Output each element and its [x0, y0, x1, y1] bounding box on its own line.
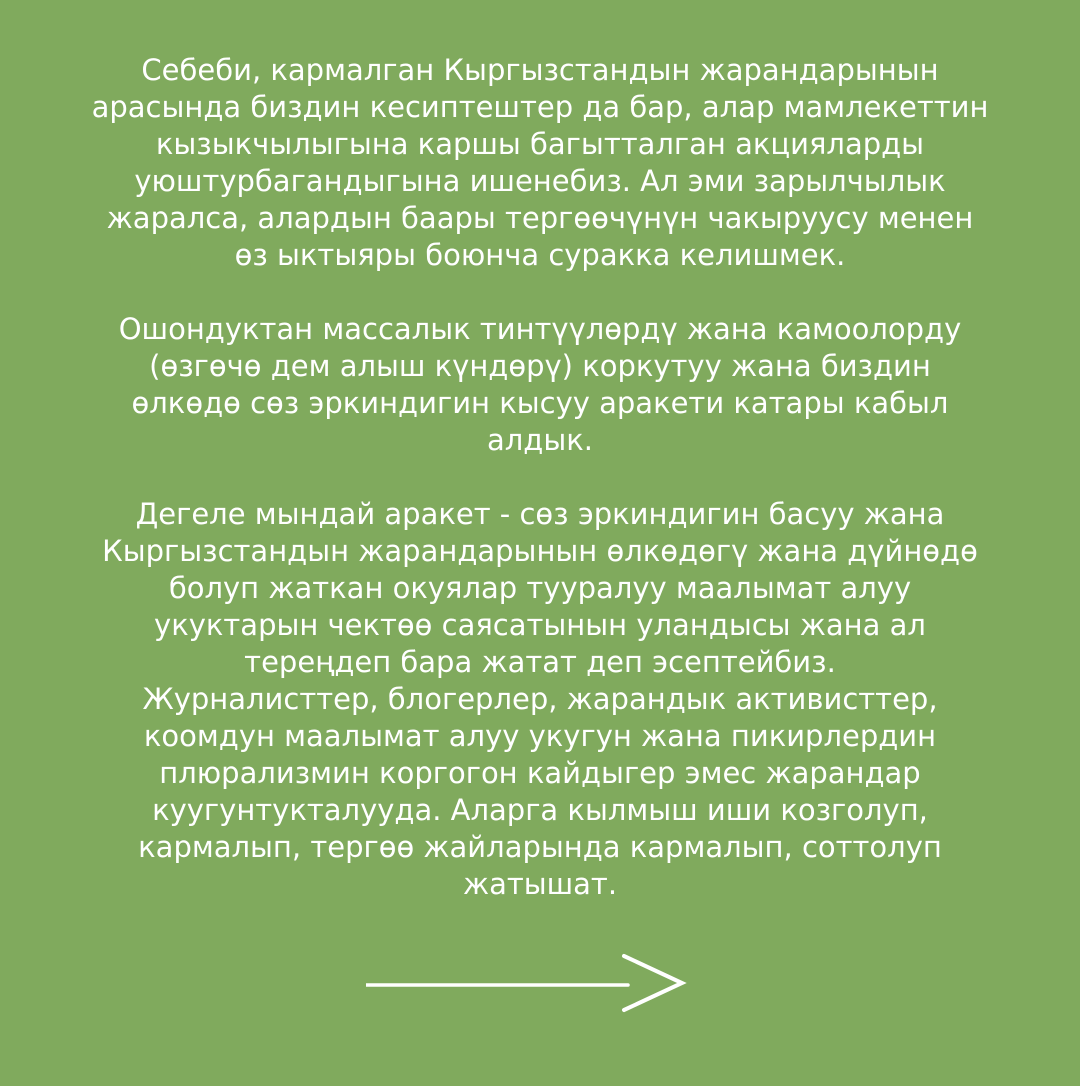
text-line: Себеби, кармалган Кыргызстандын жарандарынын	[141, 53, 939, 87]
paragraph-2	[30, 311, 1050, 459]
text-line: алдык.	[487, 423, 593, 457]
text-line: Ошондуктан массалык тинтүүлөрдү жана камоолорду	[118, 312, 962, 346]
text-line: Дегеле мындай аракет - сөз эркиндигин басуу жана	[135, 497, 945, 531]
text-line: жатышат.	[462, 867, 618, 901]
text-line: укуктарын чектөө саясатынын уландысы жана ал	[154, 608, 926, 642]
text-line: кызыкчылыгына каршы багытталган акцияларды	[155, 127, 925, 161]
text-line: Кыргызстандын жарандарынын өлкөдөгү жана дүйнөдө	[102, 534, 978, 568]
text-line: Журналисттер, блогерлер, жарандык активисттер,	[142, 682, 938, 716]
text-line: арасында биздин кесиптештер да бар, алар мамлекеттин	[91, 90, 989, 124]
text-line: (өзгөчө дем алыш күндөрү) коркутуу жана биздин	[149, 349, 931, 383]
text-line: плюрализмин коргогон кайдыгер эмес жарандар	[159, 756, 921, 790]
text-line: өз ыктыяры боюнча суракка келишмек.	[234, 238, 846, 272]
text-line: өлкөдө сөз эркиндигин кысуу аракети катары кабыл	[131, 386, 949, 420]
paragraph-1	[30, 52, 1050, 274]
right-arrow-icon	[366, 952, 688, 1018]
paragraph-3	[30, 496, 1050, 903]
statement-text	[30, 52, 1050, 903]
text-line: болуп жаткан окуялар тууралуу маалымат алуу	[168, 571, 912, 605]
text-line: кармалып, тергөө жайларында кармалып, соттолуп	[138, 830, 942, 864]
text-line: жаралса, алардын баары тергөөчүнүн чакыруусу менен	[106, 201, 974, 235]
text-line: тереңдеп бара жатат деп эсептейбиз.	[244, 645, 836, 679]
text-line: уюштурбагандыгына ишенебиз. Ал эми зарылчылык	[134, 164, 946, 198]
text-line: куугунтукталууда. Аларга кылмыш иши козголуп,	[152, 793, 928, 827]
text-line: коомдун маалымат алуу укугун жана пикирлердин	[143, 719, 937, 753]
